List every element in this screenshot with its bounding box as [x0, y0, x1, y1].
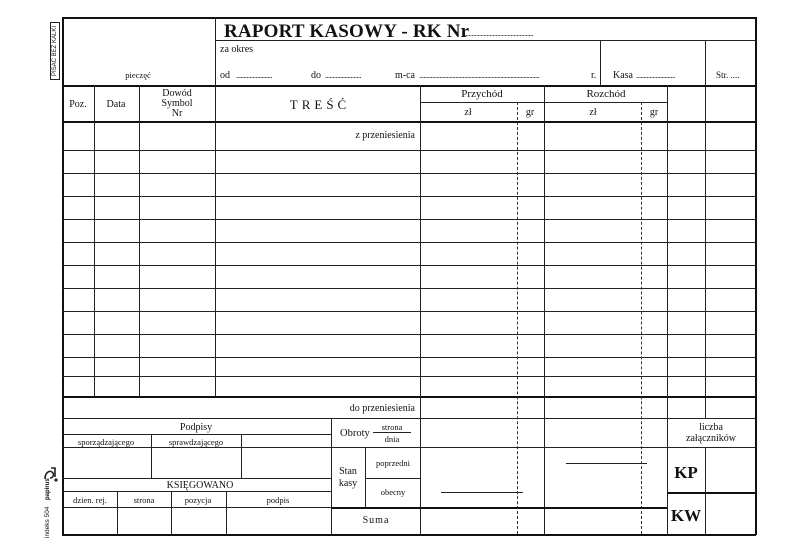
podpisy-sub-line: [62, 447, 331, 448]
ksiegowano-sub-line: [62, 507, 331, 508]
ksiegowano-line: [62, 491, 331, 492]
stan-poprzedni-rozchod-line: [566, 463, 647, 464]
row-line: [62, 196, 756, 197]
liczba-label: liczba: [699, 422, 723, 433]
row-line: [62, 265, 756, 266]
index-label: indeks 504: [44, 506, 51, 538]
side-vertical-label: [43, 22, 61, 80]
kasa-label: Kasa: [613, 70, 633, 81]
report-number-field[interactable]: ..............................................: [464, 29, 533, 38]
brand-name: papirus: [45, 478, 51, 500]
header-divider: [215, 17, 216, 85]
row-line: [62, 242, 756, 243]
index-vertical: [44, 507, 51, 538]
col-header-przychod-gr: gr: [525, 107, 535, 118]
rows-bottom: [62, 396, 756, 398]
od-date-field[interactable]: ........................: [236, 71, 272, 80]
col-header-data: Data: [106, 99, 126, 110]
kasa-divider: [600, 40, 601, 85]
podpisy-label: Podpisy: [179, 422, 213, 433]
col-header-poz: Poz.: [69, 99, 87, 110]
col-header-nr: Nr: [171, 108, 183, 119]
obroty-fraction-line: [373, 432, 411, 433]
z-przeniesienia-bottom: [62, 150, 756, 151]
col-header-symbol: Symbol: [161, 98, 193, 109]
col-header-rozchod: Rozchód: [586, 88, 626, 100]
sporzadzajacego-label: sporządzającego: [77, 437, 135, 447]
col-line-data: [139, 85, 140, 396]
page-number-label: Str. ....: [716, 70, 740, 80]
kp-label: KP: [674, 463, 698, 482]
podpisy-col-2: [241, 434, 242, 478]
obroty-label: Obroty: [340, 428, 370, 439]
str-divider: [705, 40, 706, 85]
row-line: [62, 173, 756, 174]
col-line-gr-rozchod: [641, 102, 642, 534]
ksiegowano-strona-label: strona: [133, 495, 155, 505]
suma-top: [331, 507, 667, 509]
poprzedni-label: poprzedni: [376, 458, 410, 468]
z-przeniesienia-label: z przeniesienia: [355, 130, 415, 141]
ksiegowano-top: [62, 478, 331, 479]
stan-obecny-przychod-line: [441, 492, 523, 493]
ksiegowano-col-3: [226, 491, 227, 534]
row-line: [62, 357, 756, 358]
brand-name-vertical: [45, 478, 51, 500]
col-header-rozchod-gr: gr: [649, 107, 659, 118]
col-line-tresc: [420, 85, 421, 534]
ksiegowano-col-1: [117, 491, 118, 534]
col-header-dowod: Dowód: [162, 88, 192, 99]
year-suffix: r.: [591, 70, 597, 81]
obroty-bottom: [331, 447, 756, 448]
col-line-rozchod: [667, 85, 668, 534]
col-line-extra: [705, 85, 706, 418]
mca-label: m-ca: [395, 70, 415, 81]
frame-left: [62, 17, 64, 535]
dzien-rej-label: dzien. rej.: [73, 495, 107, 505]
row-line: [62, 288, 756, 289]
report-title: RAPORT KASOWY - RK Nr: [224, 21, 470, 42]
ksiegowano-label: KSIĘGOWANO: [166, 480, 234, 491]
kasy-label: kasy: [338, 478, 358, 489]
frame-bottom: [62, 534, 756, 536]
frame-right: [755, 17, 757, 535]
header-bottom: [62, 85, 756, 87]
col-line-gr-przychod: [517, 102, 518, 534]
sprawdzajacego-label: sprawdzającego: [168, 437, 224, 447]
frame-top: [62, 17, 756, 19]
col-header-tresc: TREŚĆ: [289, 97, 351, 112]
podpisy-col-1: [151, 434, 152, 478]
col-line-dowod: [215, 85, 216, 396]
pisac-bez-kalki-label: PISAĆ BEZ KALKI: [50, 22, 60, 80]
do-date-field[interactable]: ........................: [325, 71, 361, 80]
do-przeniesienia-bottom: [62, 418, 756, 419]
podpisy-line: [62, 434, 331, 435]
col-header-przychod: Przychód: [461, 88, 503, 100]
stan-label: Stan: [339, 466, 357, 477]
obecny-label: obecny: [380, 487, 406, 497]
do-label: do: [311, 70, 321, 81]
poprzedni-bottom: [365, 478, 420, 479]
kp-kw-divider: [705, 447, 706, 534]
row-line: [62, 311, 756, 312]
od-label: od: [220, 70, 230, 81]
suma-label: Suma: [362, 515, 390, 526]
obroty-strona-label: strona: [381, 422, 403, 432]
col-line-przychod: [544, 85, 545, 534]
do-przeniesienia-label: do przeniesienia: [349, 403, 415, 414]
kw-label: KW: [670, 506, 702, 525]
footer-left-divider: [331, 418, 332, 534]
zalacznikow-label: załączników: [686, 433, 736, 444]
za-okres-label: za okres: [220, 44, 254, 55]
pieczec-label: pieczęć: [125, 70, 151, 80]
ksiegowano-pozycja-label: pozycja: [184, 495, 212, 505]
kasa-field[interactable]: ..........................: [636, 71, 675, 80]
row-line: [62, 376, 756, 377]
row-line: [62, 334, 756, 335]
columns-bottom: [62, 121, 756, 123]
ksiegowano-podpis-label: podpis: [266, 495, 290, 505]
ksiegowano-col-2: [171, 491, 172, 534]
kp-kw-line: [667, 492, 756, 494]
col-line-poz: [94, 85, 95, 396]
obroty-dnia-label: dnia: [384, 434, 400, 444]
mca-field[interactable]: ...................................................................................: [419, 71, 540, 80]
row-line: [62, 219, 756, 220]
col-header-rozchod-zl: zł: [589, 107, 597, 118]
col-header-przychod-zl: zł: [464, 107, 472, 118]
